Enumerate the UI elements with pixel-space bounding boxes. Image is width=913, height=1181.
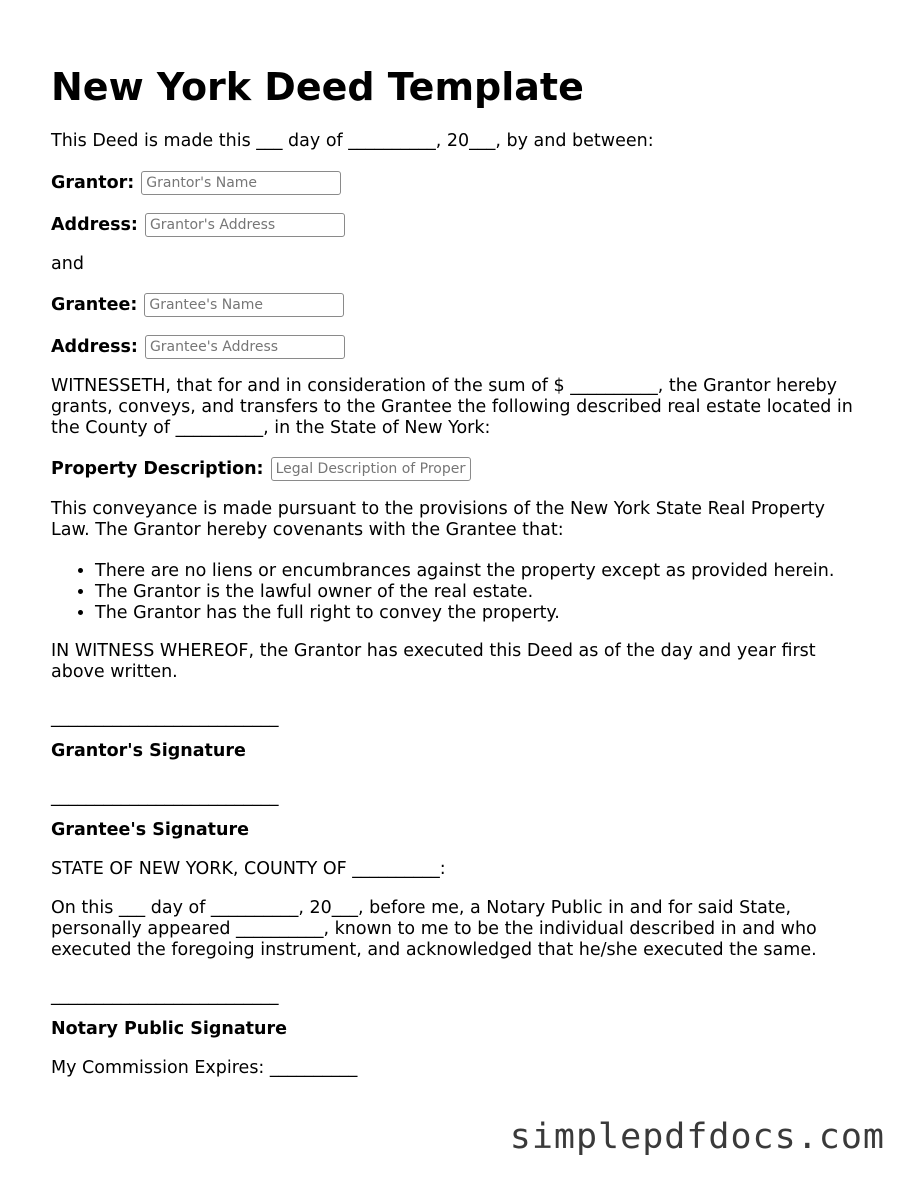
grantee-signature-label: Grantee's Signature	[51, 820, 249, 840]
intro-text: This Deed is made this ___ day of __________, 20___, by and between:	[51, 131, 654, 151]
grantor-signature-line: __________________________	[51, 708, 279, 728]
grantor-address-input[interactable]	[145, 213, 345, 237]
notary-signature-label: Notary Public Signature	[51, 1019, 287, 1039]
and-text: and	[51, 254, 84, 274]
grantor-name-row	[51, 171, 341, 195]
property-description-row	[51, 457, 471, 481]
list-item: • The Grantor has the full right to convey the property.	[95, 603, 834, 624]
grantee-signature-line: __________________________	[51, 787, 279, 807]
grantor-address-label: Address:	[51, 214, 138, 235]
grantee-address-label: Address:	[51, 336, 138, 357]
witnesseth-paragraph: WITNESSETH, that for and in consideration of the sum of $ __________, the Grantor hereby grants, conveys, and transfers to the Grantee the following described real estate located in the County of __________, in the State of New York:	[51, 376, 853, 438]
grantor-name-label: Grantor:	[51, 172, 135, 193]
list-item: • The Grantor is the lawful owner of the real estate.	[95, 582, 834, 603]
in-witness-paragraph: IN WITNESS WHEREOF, the Grantor has executed this Deed as of the day and year first above written.	[51, 641, 816, 682]
state-county-line: STATE OF NEW YORK, COUNTY OF __________:	[51, 859, 446, 879]
grantee-name-row	[51, 293, 344, 317]
grantor-address-row	[51, 213, 345, 237]
commission-expires-line: My Commission Expires: __________	[51, 1058, 358, 1078]
conveyance-paragraph: This conveyance is made pursuant to the provisions of the New York State Real Property Law. The Grantor hereby covenants with the Grantee that:	[51, 499, 825, 540]
notary-signature-line: __________________________	[51, 986, 279, 1006]
covenants-list	[51, 561, 834, 624]
property-description-input[interactable]	[271, 457, 471, 481]
grantee-name-input[interactable]	[144, 293, 344, 317]
site-watermark: simplepdfdocs.com	[509, 1117, 885, 1157]
notary-paragraph: On this ___ day of __________, 20___, before me, a Notary Public in and for said State, personally appeared __________, known to me to be the individual described in and who executed the foregoing instrument, and acknowledged that he/she executed the same.	[51, 898, 817, 960]
grantee-address-input[interactable]	[145, 335, 345, 359]
grantor-signature-label: Grantor's Signature	[51, 741, 246, 761]
grantee-address-row	[51, 335, 345, 359]
grantee-name-label: Grantee:	[51, 294, 138, 315]
grantor-name-input[interactable]	[141, 171, 341, 195]
page-title: New York Deed Template	[51, 65, 584, 109]
list-item: • There are no liens or encumbrances against the property except as provided herein.	[95, 561, 834, 582]
property-description-label: Property Description:	[51, 458, 264, 479]
